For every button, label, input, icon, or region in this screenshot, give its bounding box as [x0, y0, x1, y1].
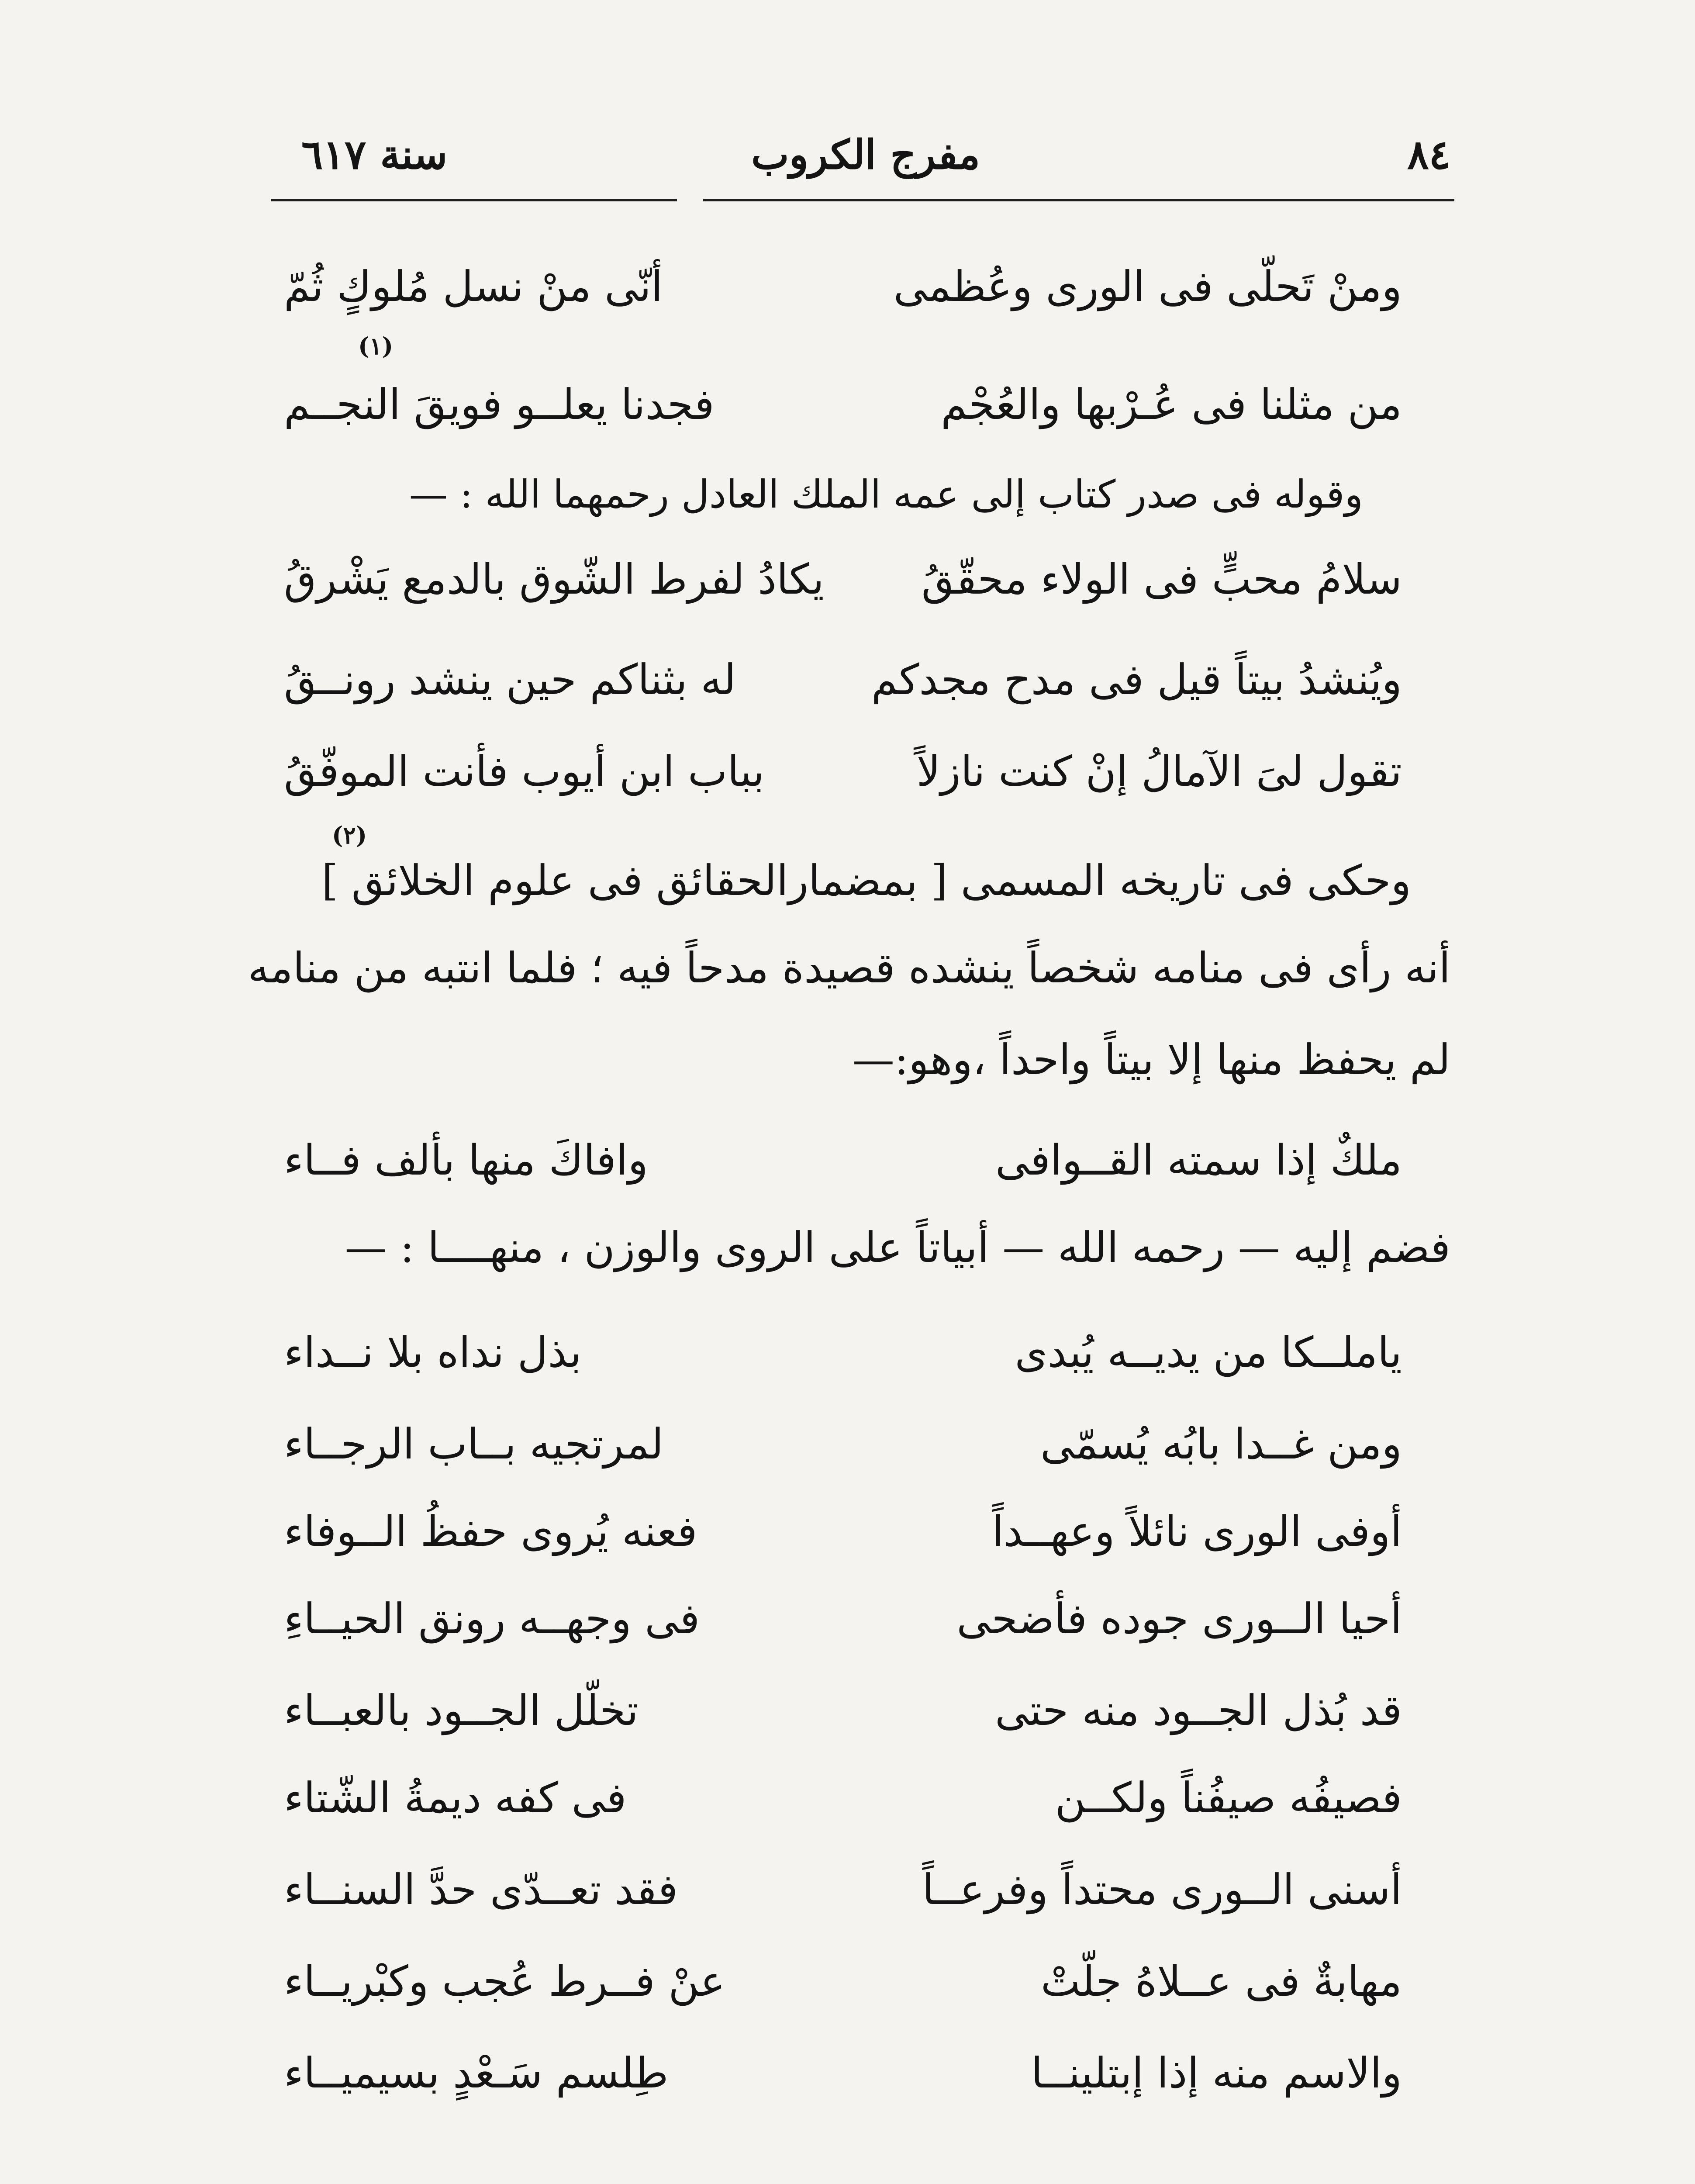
verse-hemistich-left: له بثناكم حين ينشد رونــقُ [284, 655, 736, 704]
paragraph-line: لم يحفظ منها إلا بيتاً واحداً ،وهو:— [852, 1035, 1450, 1084]
header-rule-right [703, 199, 1454, 201]
verse-hemistich-left: بباب ابن أيوب فأنت الموفّقُ [284, 747, 765, 796]
verse-hemistich-left: فجدنا يعلــو فويقَ النجــم [284, 380, 715, 429]
verse-hemistich-left: طِلسم سَـعْدٍ بسيميــاء [284, 2049, 669, 2098]
verse-hemistich-left: وافاكَ منها بألف فــاء [284, 1136, 648, 1185]
verse-line [284, 1594, 1402, 1682]
verse-hemistich-left: لمرتجيه بــاب الرجــاء [284, 1420, 664, 1469]
verse-hemistich-right: ملكٌ إذا سمته القــوافى [995, 1136, 1402, 1185]
intro-line: وقوله فى صدر كتاب إلى عمه الملك العادل رحمهما الله : — [409, 472, 1363, 517]
verse-hemistich-left: فى وجهــه رونق الحيــاءِ [284, 1594, 700, 1643]
verse-hemistich-right: ومنْ تَحلّى فى الورى وعُظمى [893, 262, 1402, 311]
verse-line [284, 1686, 1402, 1773]
verse-line [284, 1957, 1402, 2044]
verse-line [284, 555, 1402, 642]
page-number: ٨٤ [1407, 131, 1450, 178]
year-label: سنة ٦١٧ [301, 131, 448, 178]
verse-line [284, 1773, 1402, 1861]
paragraph-line: أنه رأى فى منامه شخصاً ينشده قصيدة مدحاً فيه ؛ فلما انتبه من منامه [248, 943, 1450, 992]
verse-hemistich-left: فى كفه ديمةُ الشّتاء [284, 1773, 627, 1822]
intro-line: فضم إليه — رحمه الله — أبياتاً على الروى والوزن ، منهــــا : — [345, 1223, 1450, 1272]
verse-line [284, 1865, 1402, 1952]
verse-hemistich-right: والاسم منه إذا إبتلينــا [1031, 2049, 1402, 2098]
verse-hemistich-left: فقد تعــدّى حدَّ السنــاء [284, 1865, 678, 1914]
verse-hemistich-right: أوفى الورى نائلاً وعهــداً [992, 1507, 1402, 1556]
footnote-marker: (١) [358, 332, 394, 360]
verse-hemistich-left: يكادُ لفرط الشّوق بالدمع يَشْرقُ [284, 555, 824, 604]
verse-line [284, 380, 1402, 467]
verse-hemistich-right: تقول لىَ الآمالُ إنْ كنت نازلاً [916, 747, 1402, 796]
verse-hemistich-right: ويُنشدُ بيتاً قيل فى مدح مجدكم [871, 655, 1402, 704]
header-rule-left [271, 199, 677, 201]
paragraph-line: وحكى فى تاريخه المسمى [ بمضمارالحقائق فى علوم الخلائق ] [321, 856, 1411, 905]
verse-line [284, 1136, 1402, 1223]
verse-hemistich-right: قد بُذل الجــود منه حتى [995, 1686, 1402, 1735]
verse-hemistich-left: أنّى منْ نسل مُلوكٍ ثُمّ [284, 262, 663, 311]
verse-hemistich-right: فصيفُه صيفُناً ولكــن [1055, 1773, 1402, 1822]
footnote-marker: (٢) [332, 821, 367, 849]
page-title: مفرج الكروب [751, 131, 980, 178]
verse-hemistich-left: فعنه يُروى حفظُ الــوفاء [284, 1507, 697, 1556]
verse-line [284, 2049, 1402, 2136]
verse-hemistich-left: عنْ فــرط عُجب وكبْريــاء [284, 1957, 725, 2006]
verse-hemistich-right: ومن غــدا بابُه يُسمّى [1040, 1420, 1402, 1469]
verse-line [284, 1507, 1402, 1594]
verse-hemistich-right: ياملــكا من يديــه يُبدى [1015, 1328, 1402, 1377]
verse-line [284, 747, 1402, 834]
verse-hemistich-right: أحيا الــورى جوده فأضحى [956, 1594, 1402, 1643]
verse-hemistich-right: سلامُ محبٍّ فى الولاء محقّقُ [921, 555, 1402, 604]
verse-hemistich-right: مهابةٌ فى عــلاهُ جلّتْ [1040, 1957, 1402, 2006]
verse-line [284, 655, 1402, 743]
verse-hemistich-right: أسنى الــورى محتداً وفرعــاً [922, 1865, 1402, 1914]
verse-hemistich-right: من مثلنا فى عُـرْبها والعُجْم [941, 380, 1402, 429]
verse-line [284, 1328, 1402, 1415]
verse-line [284, 1420, 1402, 1507]
verse-hemistich-left: بذل نداه بلا نــداء [284, 1328, 582, 1377]
verse-line [284, 262, 1402, 349]
verse-hemistich-left: تخلّل الجــود بالعبــاء [284, 1686, 639, 1735]
